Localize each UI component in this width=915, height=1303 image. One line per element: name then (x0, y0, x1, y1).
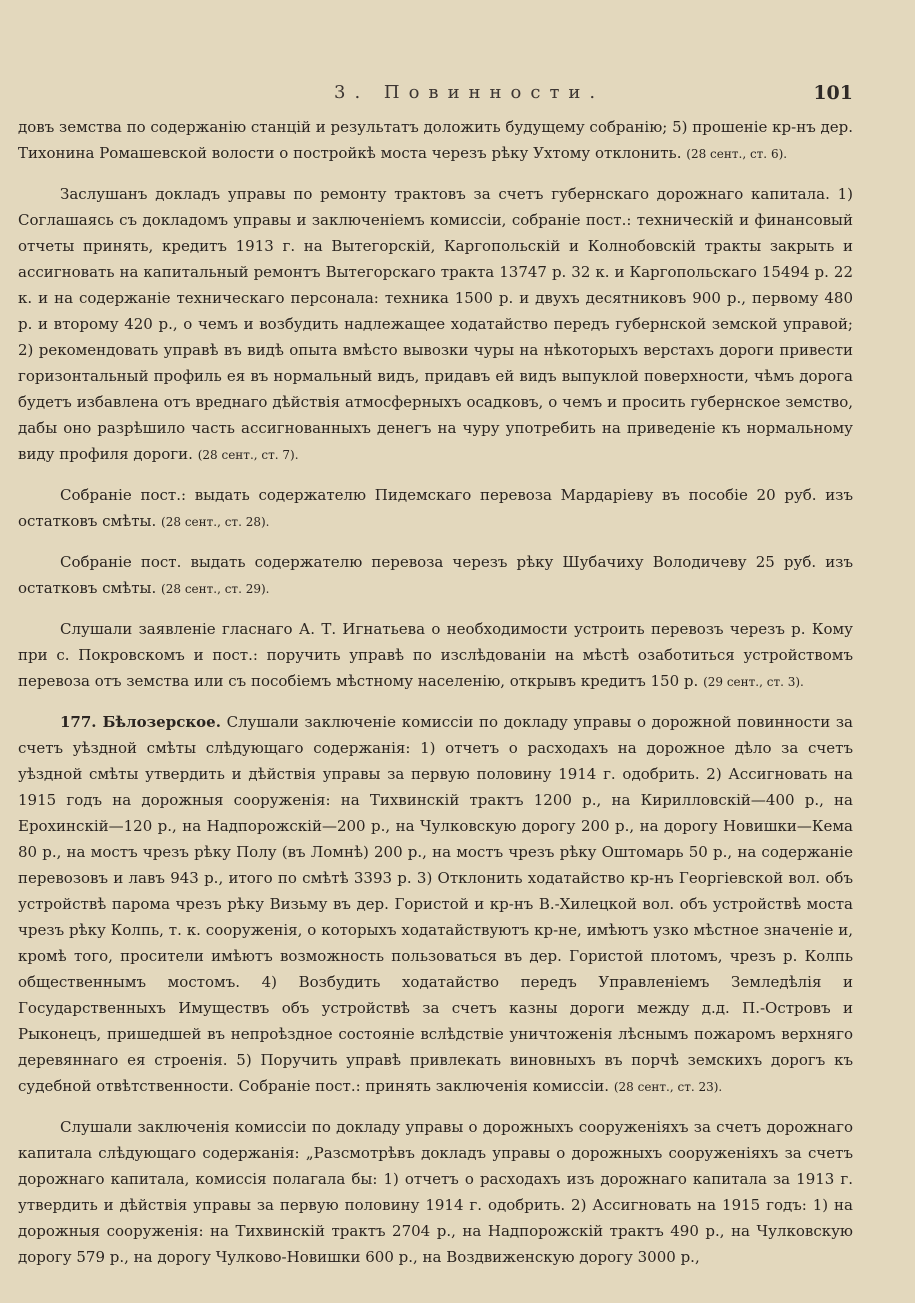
paragraph (18, 616, 853, 695)
citation-ref: (28 сент., ст. 7). (197, 448, 299, 462)
paragraph-text: Слушали заключенія комиссіи по докладу управы о дорожныхъ сооруженіяхъ за счетъ дорожнаго капитала слѣдующаго содержанія: „Разсмотрѣвъ докладъ управы о дорожныхъ сооруженіяхъ за счетъ дорожнаго капитала, комиссія полагала бы: 1) отчетъ о расходахъ изъ дорожнаго капитала за 1913 г. утвердить и дѣйствія управы за первую половину 1914 г. одобрить. 2) Ассигновать на 1915 годъ: 1) на дорожныя сооруженія: на Тихвинскій трактъ 2704 р., на Надпорожскій трактъ 490 р., на Чулковскую дорогу 579 р., на дорогу Чулково-Новишки 600 р., на Воздвиженскую дорогу 3000 р., (18, 1118, 853, 1266)
citation-ref: (28 сент., ст. 23). (613, 1080, 723, 1094)
page-number: 101 (813, 82, 853, 104)
page-header (18, 78, 853, 114)
paragraph-text: довъ земства по содержанію станцій и результатъ доложить будущему собранію; 5) прошеніе кр-нъ дер. Тихонина Ромашевской волости о постройкѣ моста черезъ рѣку Ухтому отклонить. (18, 118, 853, 162)
citation-ref: (28 сент., ст. 29). (161, 582, 270, 596)
paragraph (18, 1114, 853, 1270)
paragraph (18, 114, 853, 167)
paragraph (18, 709, 853, 1100)
section-lead: 177. Бѣлозерское. (60, 713, 221, 731)
citation-ref: (28 сент., ст. 6). (686, 147, 788, 161)
paragraph-text: Слушали заявленіе гласнаго А. Т. Игнатьева о необходимости устроить перевозъ черезъ р. Кому при с. Покровскомъ и пост.: поручить управѣ по изслѣдованіи на мѣстѣ озаботиться устройствомъ перевоза отъ земства или съ пособіемъ мѣстному населенію, открывъ кредитъ 150 р. (18, 620, 853, 690)
running-title: 3. Повинности. (334, 82, 605, 103)
paragraph-text: Заслушанъ докладъ управы по ремонту трактовъ за счетъ губернскаго дорожнаго капитала. 1) Соглашаясь съ докладомъ управы и заключеніемъ комиссіи, собраніе пост.: техническій и финансовый отчеты принять, кредитъ 1913 г. на Вытегорскій, Каргопольскій и Колнобовскій тракты закрыть и ассигновать на капитальный ремонтъ Вытегорскаго тракта 13747 р. 32 к. и Каргопольскаго 15494 р. 22 к. и на содержаніе техническаго персонала: техника 1500 р. и двухъ десятниковъ 900 р., первому 480 р. и второму 420 р., о чемъ и возбудить надлежащее ходатайство передъ губернской земской управой; 2) рекомендовать управѣ въ видѣ опыта вмѣсто вывозки чуры на нѣкоторыхъ верстахъ дороги привести горизонтальный профиль ея въ нормальный видъ, придавъ ей видъ выпуклой поверхности, чѣмъ дорога будетъ избавлена отъ вреднаго дѣйствія атмосферныхъ осадковъ, о чемъ и просить губернское земство, дабы оно разрѣшило часть ассигнованныхъ денегъ на чуру употребить на приведеніе къ нормальному виду профиля дороги. (18, 185, 853, 463)
paragraph (18, 482, 853, 535)
paragraph (18, 181, 853, 468)
citation-ref: (29 сент., ст. 3). (703, 675, 804, 689)
citation-ref: (28 сент., ст. 28). (161, 515, 270, 529)
paragraph-text: Слушали заключеніе комиссіи по докладу управы о дорожной повинности за счетъ уѣздной смѣты слѣдующаго содержанія: 1) отчетъ о расходахъ на дорожное дѣло за счетъ уѣздной смѣты утвердить и дѣйствія управы за первую половину 1914 г. одобрить. 2) Ассигновать на 1915 годъ на дорожныя сооруженія: на Тихвинскій трактъ 1200 р., на Кирилловскій—400 р., на Ерохинскій—120 р., на Надпорожскій—200 р., на Чулковскую дорогу 200 р., на дорогу Новишки—Кема 80 р., на мостъ чрезъ рѣку Полу (въ Ломнѣ) 200 р., на мостъ чрезъ рѣку Оштомарь 50 р., на содержаніе перевозовъ и лавъ 943 р., итого по смѣтѣ 3393 р. 3) Отклонить ходатайство кр-нъ Георгіевской вол. объ устройствѣ парома чрезъ рѣку Визьму въ дер. Гористой и кр-нъ В.-Хилецкой вол. объ устройствѣ моста чрезъ рѣку Колпь, т. к. сооруженія, о которыхъ ходатайствуютъ кр-не, имѣютъ узко мѣстное значеніе и, кромѣ того, просители имѣютъ возможность пользоваться въ дер. Гористой плотомъ, чрезъ р. Колпь общественнымъ мостомъ. 4) Возбудить ходатайство передъ Управленіемъ Земледѣлія и Государственныхъ Имуществъ объ устройствѣ за счетъ казны дороги между д.д. П.-Островъ и Рыконецъ, пришедшей въ непроѣздное состояніе вслѣдствіе уничтоженія лѣснымъ пожаромъ верхняго деревяннаго ея строенія. 5) Поручить управѣ привлекать виновныхъ въ порчѣ земскихъ дорогъ къ судебной отвѣтственности. Собраніе пост.: принять заключенія комиссіи. (18, 713, 853, 1095)
paragraph-text: Собраніе пост.: выдать содержателю Пидемскаго перевоза Мардаріеву въ пособіе 20 руб. изъ остатковъ смѣты. (18, 486, 853, 530)
body-text (18, 114, 853, 1270)
paragraph (18, 549, 853, 602)
paragraph-text: Собраніе пост. выдать содержателю перевоза черезъ рѣку Шубачиху Володичеву 25 руб. изъ остатковъ смѣты. (18, 553, 853, 597)
